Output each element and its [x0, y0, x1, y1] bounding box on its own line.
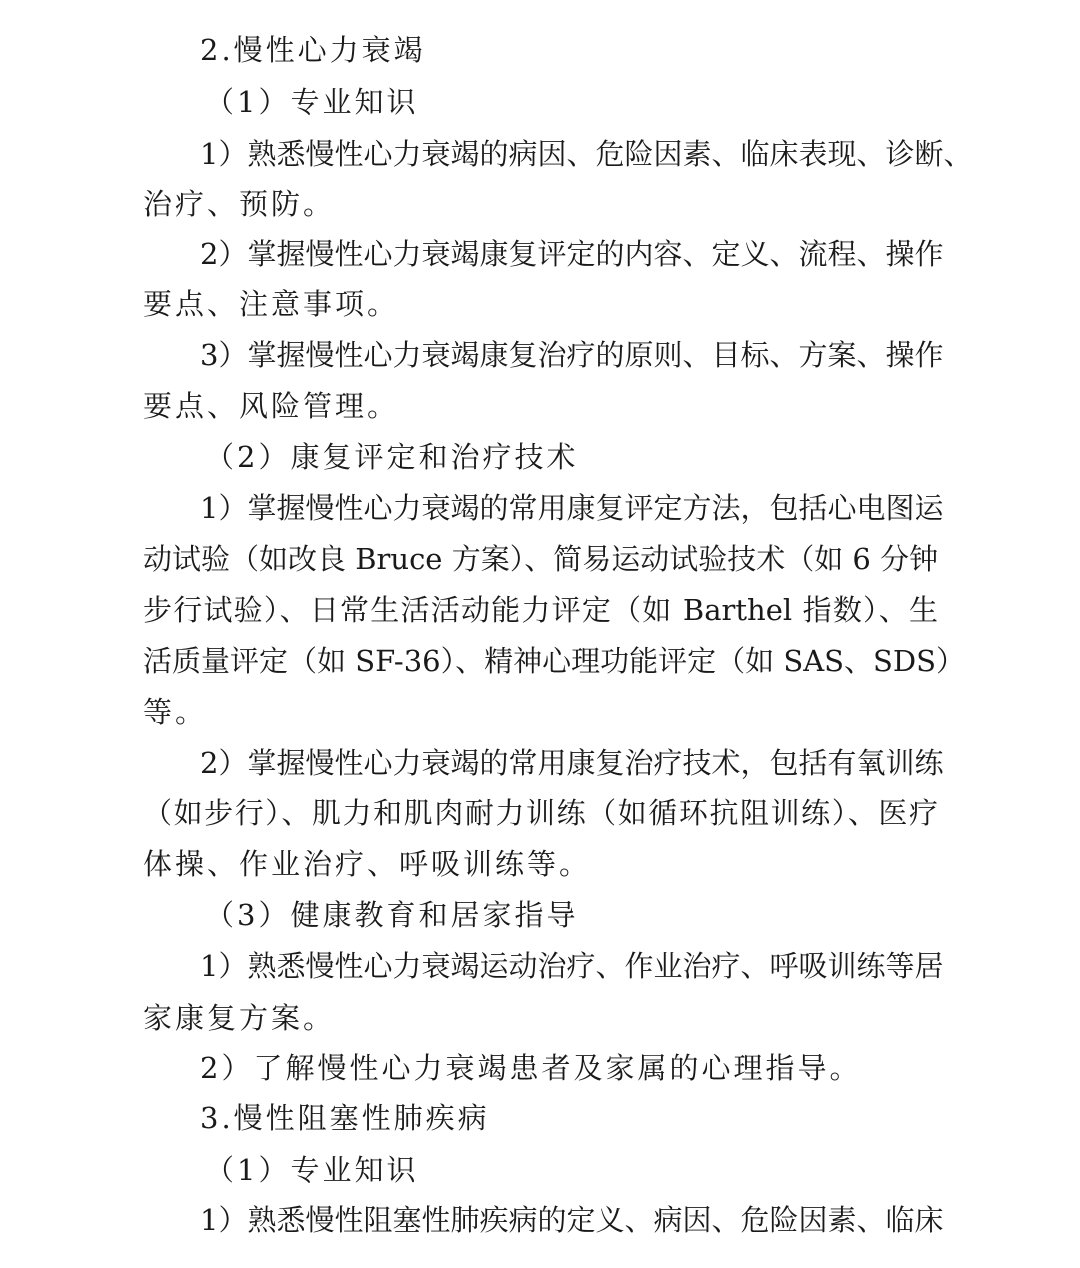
- subsection-heading-professional-knowledge: （1）专业知识: [205, 1153, 419, 1187]
- section-heading-chronic-heart-failure: 2.慢性心力衰竭: [200, 33, 426, 67]
- paragraph-line: 1）熟悉慢性心力衰竭运动治疗、作业治疗、呼吸训练等居: [200, 949, 944, 983]
- paragraph-line: 2）掌握慢性心力衰竭康复评定的内容、定义、流程、操作: [200, 237, 944, 271]
- subsection-heading-health-education: （3）健康教育和居家指导: [205, 898, 579, 932]
- paragraph-line: 等。: [143, 695, 208, 729]
- paragraph-line: 1）掌握慢性心力衰竭的常用康复评定方法，包括心电图运: [200, 491, 944, 525]
- paragraph-line: （如步行）、肌力和肌肉耐力训练（如循环抗阻训练）、医疗: [143, 796, 938, 830]
- section-heading-copd: 3.慢性阻塞性肺疾病: [200, 1101, 490, 1135]
- paragraph-line: 2）掌握慢性心力衰竭的常用康复治疗技术，包括有氧训练: [200, 746, 944, 780]
- paragraph-line: 动试验（如改良 Bruce 方案）、简易运动试验技术（如 6 分钟: [143, 542, 939, 576]
- paragraph-line: 要点、风险管理。: [143, 389, 400, 423]
- subsection-heading-assessment-treatment: （2）康复评定和治疗技术: [205, 440, 579, 474]
- paragraph-line: 活质量评定（如 SF-36）、精神心理功能评定（如 SAS、SDS）: [143, 644, 965, 678]
- paragraph-line: 要点、注意事项。: [143, 287, 400, 321]
- paragraph-line: 3）掌握慢性心力衰竭康复治疗的原则、目标、方案、操作: [200, 338, 944, 372]
- paragraph-line: 治疗、预防。: [143, 187, 336, 221]
- subsection-heading-professional-knowledge: （1）专业知识: [205, 85, 419, 119]
- paragraph-line: 步行试验）、日常生活活动能力评定（如 Barthel 指数）、生: [143, 593, 938, 627]
- paragraph-line: 1）熟悉慢性心力衰竭的病因、危险因素、临床表现、诊断、: [200, 137, 973, 171]
- paragraph-line: 家康复方案。: [143, 1001, 336, 1035]
- paragraph-line: 1）熟悉慢性阻塞性肺疾病的定义、病因、危险因素、临床: [200, 1203, 944, 1237]
- paragraph-line: 体操、作业治疗、呼吸训练等。: [143, 847, 592, 881]
- paragraph-line: 2）了解慢性心力衰竭患者及家属的心理指导。: [200, 1051, 862, 1085]
